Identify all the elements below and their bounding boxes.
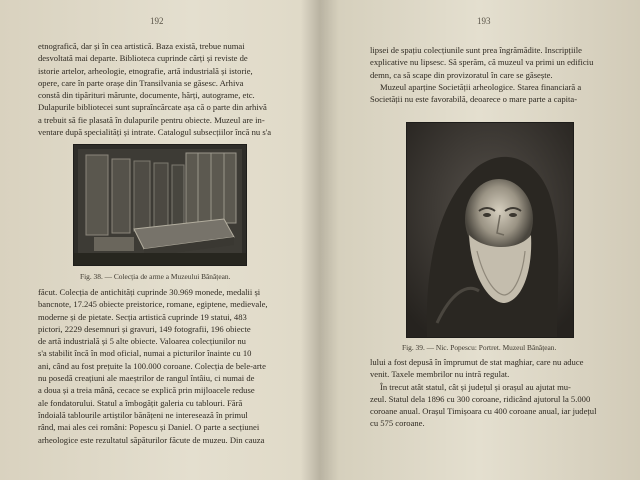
text-line: coroane anual. Orașul Timișoara cu 400 coroane anual, iar județul <box>370 406 597 417</box>
portrait-painting <box>406 122 574 338</box>
text-line: constă din tipărituri mărunte, documente, hărți, autograme, etc. <box>38 90 255 101</box>
text-line: s'a stabilit încă în mod oficial, numai a picturilor înainte cu 10 <box>38 348 252 359</box>
left-page-number: 192 <box>150 16 164 26</box>
text-line: rând, mai ales cei români: Popescu și Daniel. O parte a secțiunei <box>38 422 260 433</box>
text-line: bancnote, 17.245 obiecte preistorice, romane, egiptene, medievale, <box>38 299 268 310</box>
text-line: Muzeul aparține Societății arheologice. Starea financiară a <box>380 81 582 92</box>
text-line: arheologice este rezultatul săpăturilor făcute de muzeu. Din cauza <box>38 434 265 445</box>
text-line: desvoltată mai departe. Biblioteca cuprinde cărți și reviste de <box>38 53 248 64</box>
text-line: Societății nu este favorabilă, deoarece o mare parte a capita- <box>370 94 578 105</box>
figure-caption-left: Fig. 38. — Colecția de arme a Muzeului Bănățean. <box>80 272 231 281</box>
text-line: ani, când au fost prețuite la 100.000 coroane. Colecția de bele-arte <box>38 360 266 371</box>
text-line: etnografică, dar și în cea artistică. Baza există, trebue numai <box>38 41 245 51</box>
left-page-bottom-paragraph <box>38 286 308 446</box>
text-line: moderne și de pietate. Secția artistică cuprinde 19 statui, 483 <box>38 311 247 322</box>
text-line: venit. Taxele membrilor nu intră regulat. <box>370 369 510 380</box>
text-line: nu posedă creațiuni ale maeștrilor de rangul întâiu, ci numai de <box>38 373 255 384</box>
text-line: a trebuit să fie plasată în dulapurile pentru obiecte. Muzeul are in- <box>38 114 265 125</box>
text-line: lului a fost depusă în împrumut de stat maghiar, care nu aduce <box>370 357 584 367</box>
text-line: ale fondatorului. Statul a îmbogățit galeria cu tablouri. Fără <box>38 397 243 408</box>
right-page-bottom-paragraph <box>370 356 628 430</box>
text-line: ventare după specialități și intrate. Catalogul subsecțiilor încă nu s'a <box>38 127 272 138</box>
text-line: În trecut atât statul, cât și județul și orașul au ajutat mu- <box>380 381 571 392</box>
right-page-number: 193 <box>477 16 491 26</box>
museum-weapons-photo <box>73 144 247 266</box>
text-line: pictori, 2229 desemnuri și gravuri, 149 fotografii, 196 obiecte <box>38 323 251 334</box>
text-line: lipsei de spațiu colecțiunile sunt prea îngrămădite. Inscripțiile <box>370 45 582 55</box>
text-line: zeul. Statul dela 1896 cu 300 coroane, ridicând ajutorul la 5.000 <box>370 393 591 404</box>
right-page-top-paragraph <box>370 44 628 105</box>
figure-caption-right: Fig. 39. — Nic. Popescu: Portret. Muzeul Bănățean. <box>402 343 557 352</box>
text-line: a doua și a treia mână, cecace se explică prin mijloacele reduse <box>38 385 255 396</box>
left-page-top-paragraph <box>38 40 308 138</box>
text-line: de artă industrială și 5 alte obiecte. Valoarea colecțiunilor nu <box>38 336 246 347</box>
text-line: îndoială tablourile artiștilor bănățeni ne interesează în primul <box>38 409 248 420</box>
text-line: demn, ca să scape din provizoratul în care se găsește. <box>370 69 553 80</box>
text-line: istorie artelor, arheologie, etnografie, artă industrială și istorie, <box>38 65 253 76</box>
text-line: opere, care în parte orașe din Transilvania se găsesc. Arhiva <box>38 77 244 88</box>
text-line: Dulapurile bibliotecei sunt supraîncărcate așa că o parte din arhivă <box>38 102 267 113</box>
text-line: făcut. Colecția de antichități cuprinde 30.969 monede, medalii și <box>38 287 261 297</box>
text-line: explicative nu lipsesc. Să sperăm, că muzeul va primi un edificiu <box>370 57 594 68</box>
text-line: cu 575 coroane. <box>370 418 425 429</box>
